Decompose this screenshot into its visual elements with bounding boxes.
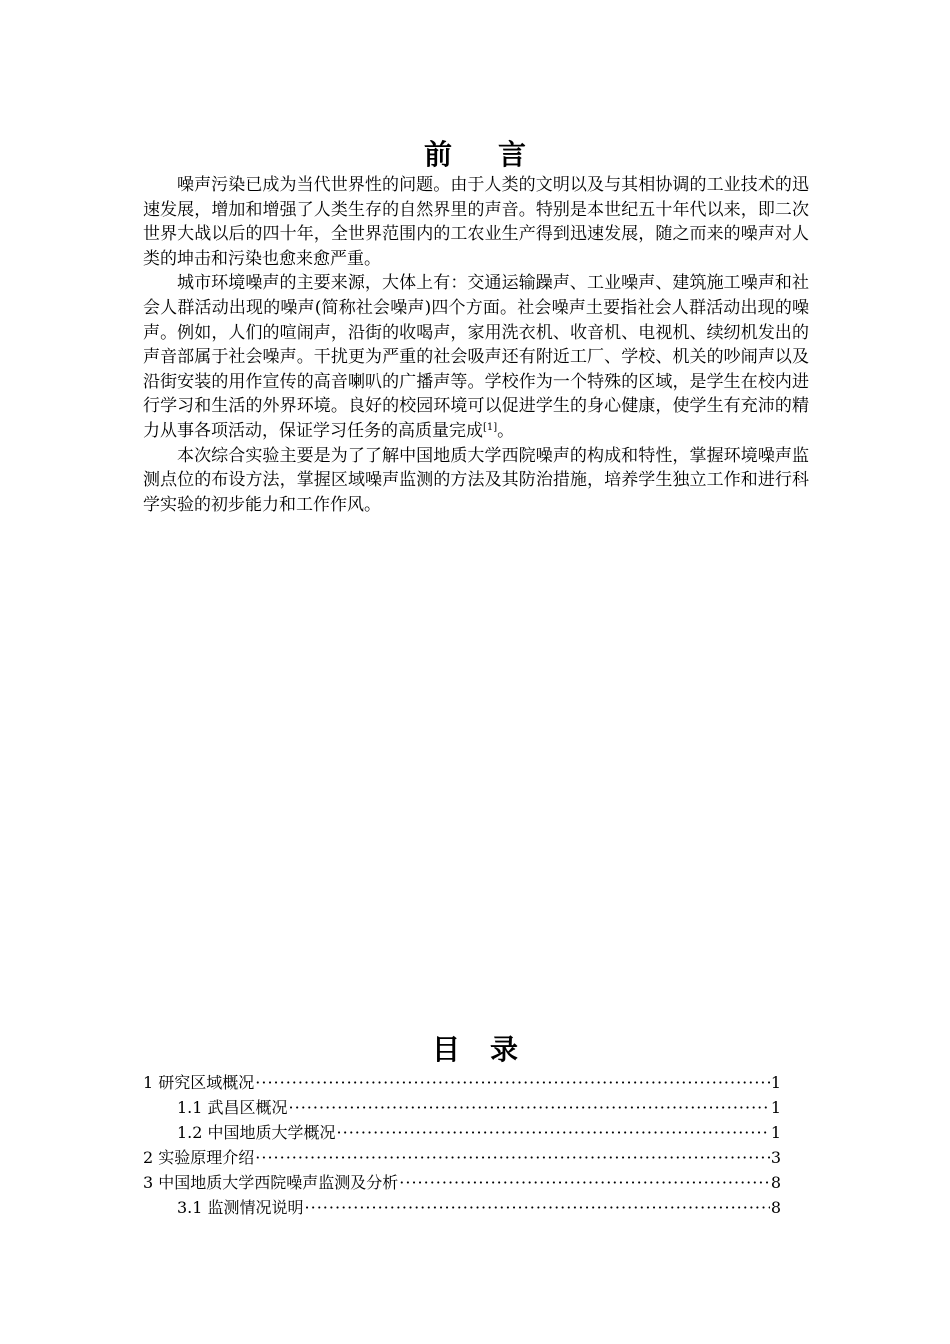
preface-heading-char-1: 前 [423,138,452,171]
preface-heading-char-2: 言 [498,138,527,171]
citation-reference: [1] [483,421,498,433]
toc-heading-char-1: 目 [431,1033,460,1066]
toc-heading [0,1028,950,1068]
toc-entry[interactable] [143,1170,781,1195]
toc-entry-page: 8 [770,1198,781,1217]
preface-paragraph-2-end: 。 [497,420,515,441]
toc-entry-label: 1.1 武昌区概况 [177,1098,288,1117]
toc-entry-label: 3.1 监测情况说明 [177,1198,304,1217]
toc-leader-dots [255,1145,770,1170]
preface-paragraph-2-text: 城市环境噪声的主要来源，大体上有：交通运输躁声、工业噪声、建筑施工噪声和社会人群活动出现的噪声(简称社会噪声)四个方面。社会噪声土要指社会人群活动出现的噪声。例如，人们的喧闹声，沿街的收喝声，家用洗衣机、收音机、电视机、续纫机发出的声音部属于社会噪声。干扰更为严重的社会吸声还有附近工厂、学校、机关的吵闹声以及沿街安装的用作宣传的高音喇叭的广播声等。学校作为一个特殊的区域，是学生在校内进行学习和生活的外界环境。良好的校园环境可以促进学生的身心健康，使学生有充沛的精力从事各项活动，保证学习任务的高质量完成 [143,273,809,441]
toc-entry[interactable] [143,1070,781,1095]
toc-entry[interactable] [143,1195,781,1220]
toc-entry-label: 3 中国地质大学西院噪声监测及分析 [143,1173,399,1192]
toc-leader-dots [255,1070,770,1095]
toc-leader-dots [305,1195,770,1220]
preface-body [143,173,809,517]
toc-entry[interactable] [143,1120,781,1145]
table-of-contents [143,1070,781,1220]
toc-entry-page: 1 [770,1073,781,1092]
preface-paragraph-2 [143,271,809,443]
preface-paragraph-1: 噪声污染已成为当代世界性的问题。由于人类的文明以及与其相协调的工业技术的迅速发展，增加和增强了人类生存的自然界里的声音。特别是本世纪五十年代以来，即二次世界大战以后的四十年，全世界范围内的工农业生产得到迅速发展，随之而来的噪声对人类的坤击和污染也愈来愈严重。 [143,175,809,269]
toc-entry-page: 1 [770,1123,781,1142]
preface-paragraph-3: 本次综合实验主要是为了了解中国地质大学西院噪声的构成和特性，掌握环境噪声监测点位的布设方法，掌握区域噪声监测的方法及其防治措施，培养学生独立工作和进行科学实验的初步能力和工作作风。 [143,445,809,515]
toc-entry-label: 1 研究区域概况 [143,1073,255,1092]
toc-entry[interactable] [143,1095,781,1120]
toc-entry-label: 2 实验原理介绍 [143,1148,255,1167]
toc-entry-page: 3 [770,1148,781,1167]
toc-heading-char-2: 录 [490,1033,519,1066]
toc-leader-dots [289,1095,770,1120]
toc-leader-dots [399,1170,770,1195]
preface-heading [0,133,950,173]
toc-leader-dots [337,1120,770,1145]
toc-entry-page: 1 [770,1098,781,1117]
toc-entry-page: 8 [770,1173,781,1192]
toc-entry[interactable] [143,1145,781,1170]
toc-entry-label: 1.2 中国地质大学概况 [177,1123,336,1142]
